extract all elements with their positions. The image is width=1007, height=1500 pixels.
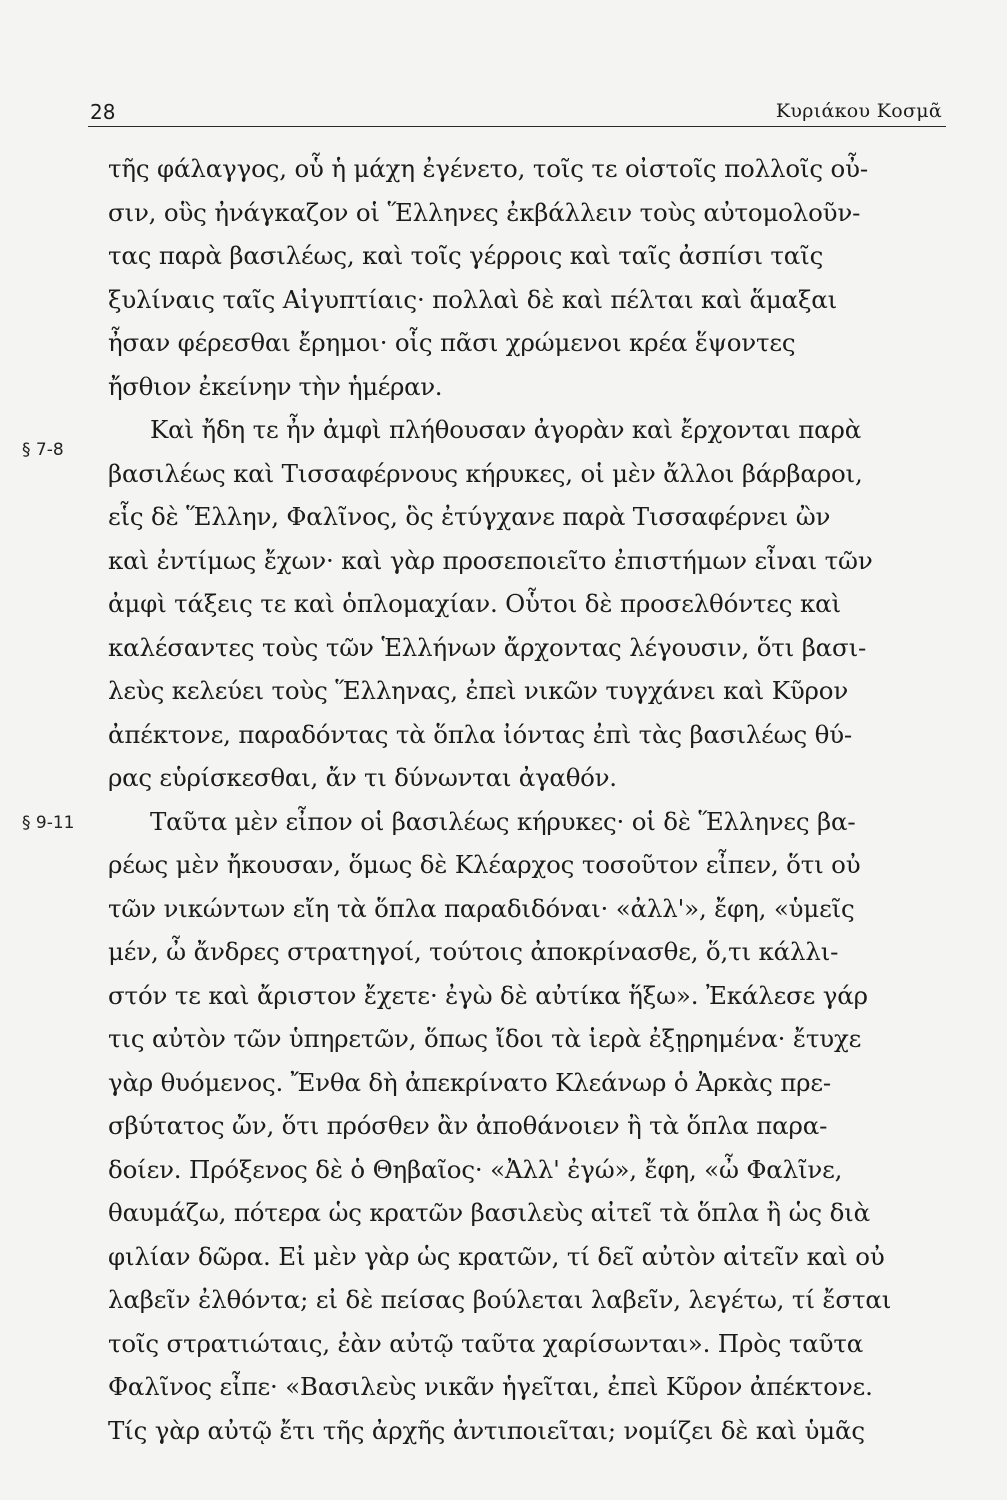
page-header	[88, 96, 946, 127]
text-line: δοίεν. Πρόξενος δὲ ὁ Θηβαῖος· «Ἀλλ' ἐγώ», ἔφη, «ὦ Φαλῖνε,	[108, 1154, 843, 1184]
text-line: ἀπέκτονε, παραδόντας τὰ ὅπλα ἰόντας ἐπὶ τὰς βασιλέως θύ-	[108, 719, 853, 749]
text-line: ρέως μὲν ἤκουσαν, ὅμως δὲ Κλέαρχος τοσοῦτον εἶπεν, ὅτι οὐ	[108, 850, 861, 879]
text-line: τοῖς στρατιώταις, ἐὰν αὐτῷ ταῦτα χαρίσωνται». Πρὸς ταῦτα	[108, 1328, 864, 1358]
text-line: στόν τε καὶ ἄριστον ἔχετε· ἐγὼ δὲ αὐτίκα ἥξω». Ἐκάλεσε γάρ	[108, 980, 868, 1010]
text-line: ἤσθιον ἐκείνην τὴν ἡμέραν.	[108, 371, 443, 401]
text-line: μέν, ὦ ἄνδρες στρατηγοί, τούτοις ἀποκρίνασθε, ὅ,τι κάλλι-	[108, 937, 839, 966]
text-line: λεὺς κελεύει τοὺς Ἕλληνας, ἐπεὶ νικῶν τυγχάνει καὶ Κῦρον	[108, 676, 849, 705]
text-line: γὰρ θυόμενος. Ἔνθα δὴ ἀπεκρίνατο Κλεάνωρ ὁ Ἀρκὰς πρε-	[108, 1067, 831, 1097]
text-line: τις αὐτὸν τῶν ὑπηρετῶν, ὅπως ἴδοι τὰ ἱερὰ ἐξῃρημένα· ἔτυχε	[108, 1024, 862, 1053]
text-line: φιλίαν δῶρα. Εἰ μὲν γὰρ ὡς κρατῶν, τί δεῖ αὐτὸν αἰτεῖν καὶ οὐ	[108, 1241, 885, 1271]
text-line: εἷς δὲ Ἕλλην, Φαλῖνος, ὃς ἐτύγχανε παρὰ Τισσαφέρνει ὢν	[108, 502, 831, 531]
text-line: σιν, οὓς ἠνάγκαζον οἱ Ἕλληνες ἐκβάλλειν τοὺς αὐτομολοῦν-	[108, 197, 861, 227]
text-line: ρας εὑρίσκεσθαι, ἄν τι δύνωνται ἀγαθόν.	[108, 763, 617, 792]
text-line: καὶ ἐντίμως ἔχων· καὶ γὰρ προσεποιεῖτο ἐπιστήμων εἶναι τῶν	[108, 545, 873, 575]
text-line: ξυλίναις ταῖς Αἰγυπτίαις· πολλαὶ δὲ καὶ πέλται καὶ ἅμαξαι	[108, 284, 838, 314]
body-text	[108, 147, 968, 1452]
text-line: τας παρὰ βασιλέως, καὶ τοῖς γέρροις καὶ ταῖς ἀσπίσι ταῖς	[108, 241, 824, 270]
text-line: ἀμφὶ τάξεις τε καὶ ὁπλομαχίαν. Οὗτοι δὲ προσελθόντες καὶ	[108, 589, 841, 618]
text-line: ἦσαν φέρεσθαι ἔρημοι· οἷς πᾶσι χρώμενοι κρέα ἕψοντες	[108, 328, 796, 357]
text-line: τῶν νικώντων εἴη τὰ ὅπλα παραδιδόναι· «ἀλλ'», ἔφη, «ὑμεῖς	[108, 893, 855, 923]
text-line: βασιλέως καὶ Τισσαφέρνους κήρυκες, οἱ μὲν ἄλλοι βάρβαροι,	[108, 458, 863, 488]
text-line: λαβεῖν ἐλθόντα; εἰ δὲ πείσας βούλεται λαβεῖν, λεγέτω, τί ἔσται	[108, 1285, 892, 1314]
margin-ref-9-11: § 9-11	[22, 813, 75, 833]
text-line: Φαλῖνος εἶπε· «Βασιλεὺς νικᾶν ἡγεῖται, ἐπεὶ Κῦρον ἀπέκτονε.	[108, 1372, 873, 1401]
page-number: 28	[90, 100, 116, 124]
text-line: σβύτατος ὤν, ὅτι πρόσθεν ἂν ἀποθάνοιεν ἢ τὰ ὅπλα παρα-	[108, 1111, 828, 1140]
running-head: Κυριάκου Κοσμᾶ	[775, 100, 942, 122]
text-line: Καὶ ἤδη τε ἦν ἀμφὶ πλήθουσαν ἀγορὰν καὶ ἔρχονται παρὰ	[150, 415, 862, 444]
text-line: Τίς γὰρ αὐτῷ ἔτι τῆς ἀρχῆς ἀντιποιεῖται; νομίζει δὲ καὶ ὑμᾶς	[108, 1415, 865, 1445]
text-line: καλέσαντες τοὺς τῶν Ἑλλήνων ἄρχοντας λέγουσιν, ὅτι βασι-	[108, 632, 867, 662]
margin-ref-7-8: § 7-8	[22, 440, 64, 460]
text-line: τῆς φάλαγγος, οὗ ἡ μάχη ἐγένετο, τοῖς τε οἰστοῖς πολλοῖς οὖ-	[108, 154, 868, 183]
text-line: θαυμάζω, πότερα ὡς κρατῶν βασιλεὺς αἰτεῖ τὰ ὅπλα ἢ ὡς διὰ	[108, 1198, 870, 1227]
text-line: Ταῦτα μὲν εἶπον οἱ βασιλέως κήρυκες· οἱ δὲ Ἕλληνες βα-	[150, 806, 856, 836]
